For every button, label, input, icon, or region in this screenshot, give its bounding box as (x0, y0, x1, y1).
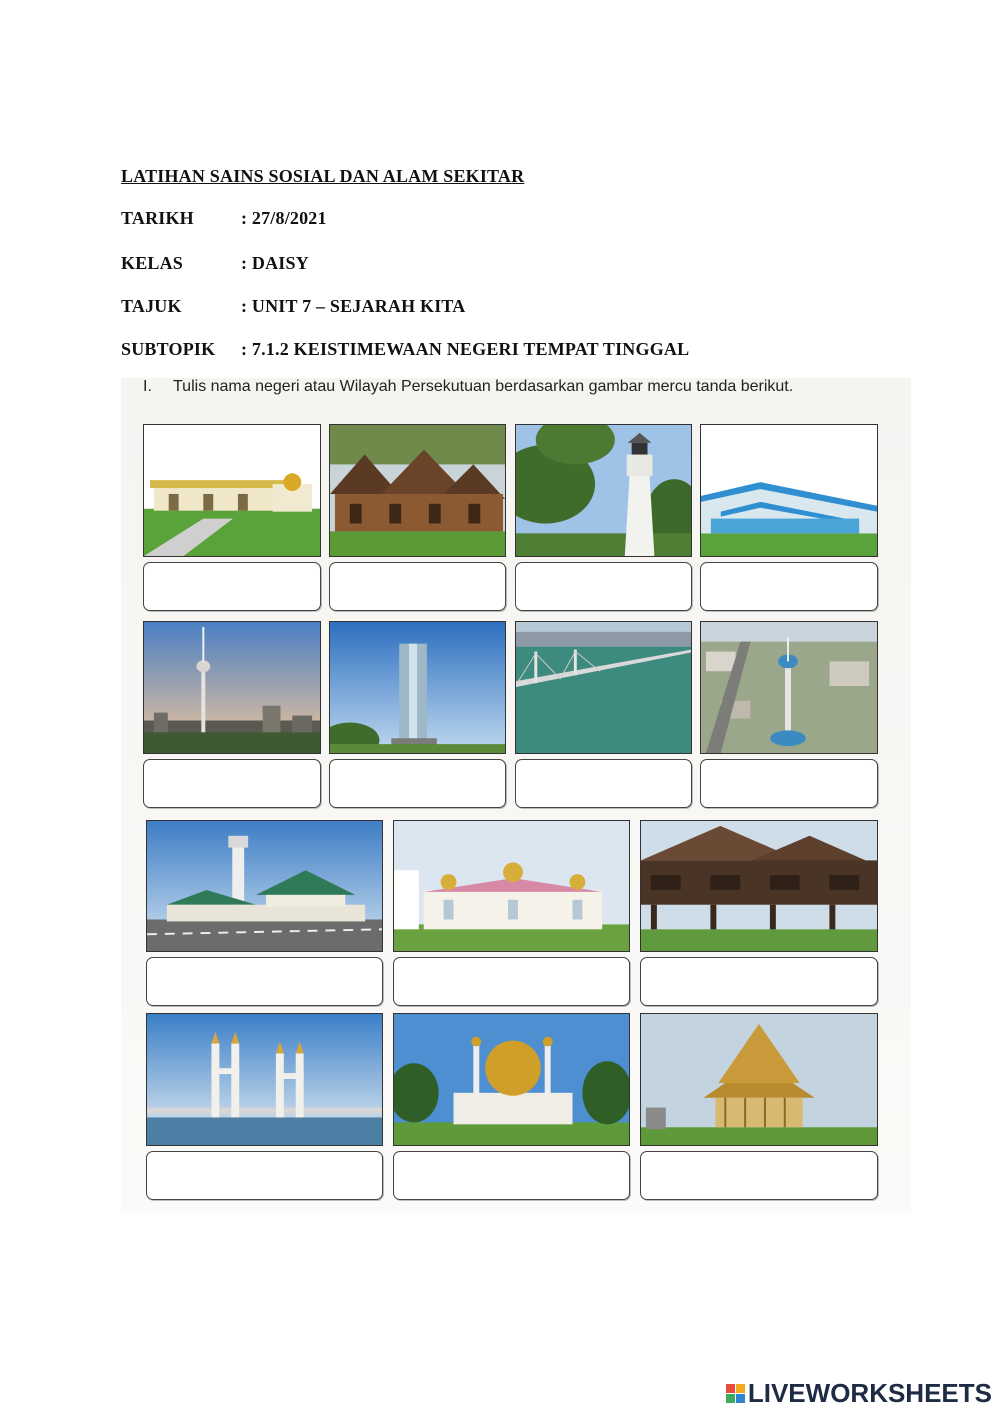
answer-box-13[interactable] (393, 1151, 630, 1200)
answer-box-10[interactable] (393, 957, 630, 1006)
date-label: TARIKH (121, 208, 194, 228)
blue-building-photo (700, 424, 878, 557)
stilt-wooden-house-photo (640, 820, 878, 952)
class-row (121, 253, 309, 274)
assembly-building-photo (640, 1013, 878, 1146)
class-value: : DAISY (241, 253, 309, 273)
glass-tower-photo (329, 621, 506, 754)
exercise-number: I. (143, 378, 152, 395)
brand-name: LIVEWORKSHEETS (747, 1378, 992, 1408)
topic-label: TAJUK (121, 296, 182, 316)
liveworksheets-logo-icon (726, 1384, 745, 1403)
instruction-text: Tulis nama negeri atau Wilayah Persekutuan berdasarkan gambar mercu tanda berikut. (173, 378, 794, 395)
answer-box-9[interactable] (146, 957, 383, 1006)
answer-box-3[interactable] (515, 562, 692, 611)
class-label: KELAS (121, 253, 184, 273)
answer-box-2[interactable] (329, 562, 506, 611)
kl-tower-photo (143, 621, 321, 754)
date-value: : 27/8/2021 (241, 208, 327, 228)
subtopic-row (121, 339, 689, 360)
answer-box-7[interactable] (515, 759, 692, 808)
answer-box-5[interactable] (143, 759, 321, 808)
topic-row (121, 296, 465, 317)
observation-tower-city-photo (700, 621, 878, 754)
answer-box-12[interactable] (146, 1151, 383, 1200)
answer-box-11[interactable] (640, 957, 878, 1006)
worksheet-title: LATIHAN SAINS SOSIAL DAN ALAM SEKITAR (121, 166, 525, 186)
subtopic-value: : 7.1.2 KEISTIMEWAAN NEGERI TEMPAT TINGGAL (241, 339, 690, 359)
answer-box-4[interactable] (700, 562, 878, 611)
golden-dome-mosque-photo (393, 1013, 630, 1146)
answer-box-6[interactable] (329, 759, 506, 808)
tower-mosque-photo (146, 820, 383, 952)
date-row (121, 208, 327, 229)
white-palace-photo (393, 820, 630, 952)
answer-box-1[interactable] (143, 562, 321, 611)
subtopic-label: SUBTOPIK (121, 339, 216, 359)
answer-box-8[interactable] (700, 759, 878, 808)
lighthouse-photo (515, 424, 692, 557)
topic-value: : UNIT 7 – SEJARAH KITA (241, 296, 466, 316)
penang-bridge-photo (515, 621, 692, 754)
liveworksheets-logo (726, 1378, 992, 1409)
wooden-palace-photo (329, 424, 506, 557)
palace-mosque-photo (143, 424, 321, 557)
drawbridge-photo (146, 1013, 383, 1146)
answer-box-14[interactable] (640, 1151, 878, 1200)
